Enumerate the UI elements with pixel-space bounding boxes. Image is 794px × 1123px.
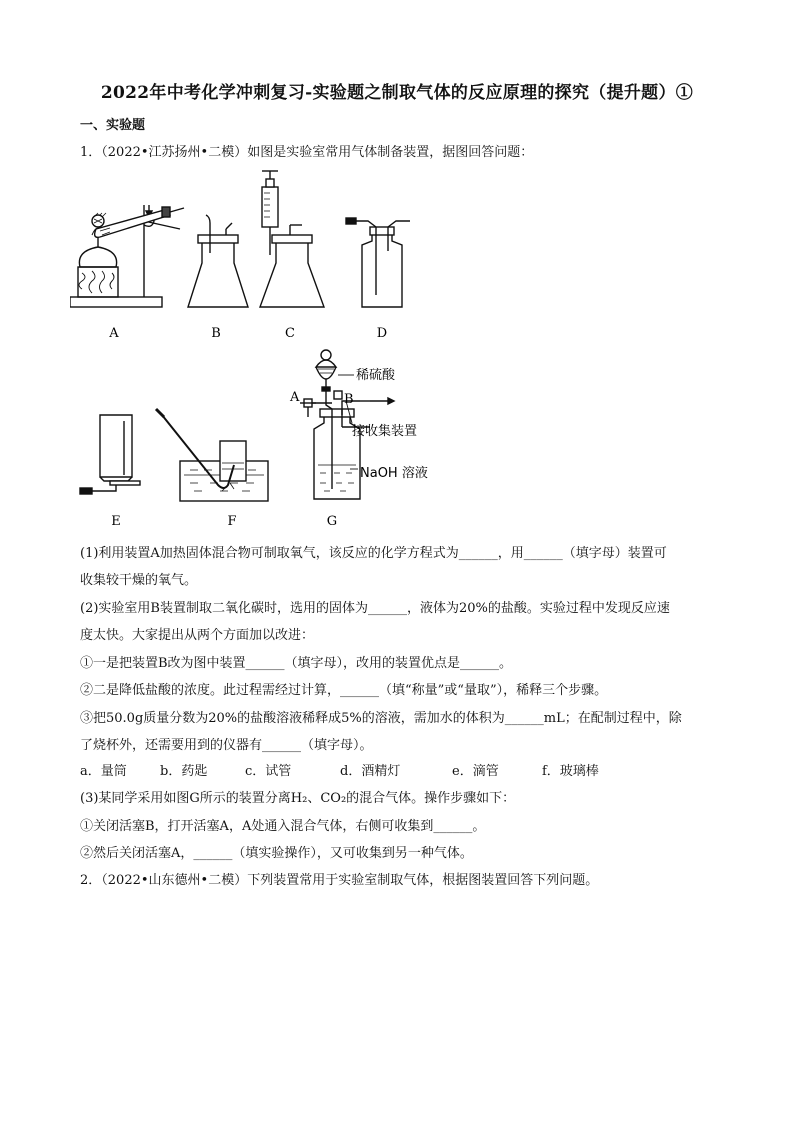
- q1-part2-item-b: ②二是降低盐酸的浓度。此过程需经过计算，______（填“称量”或“量取”），稀释三个步骤。: [80, 683, 608, 698]
- label-dilute-sulfuric-acid: 稀硫酸: [356, 368, 396, 383]
- apparatus-label-b: B: [211, 326, 221, 341]
- apparatus-d-illustration: [346, 218, 410, 307]
- label-naoh-solution: NaOH 溶液: [360, 466, 428, 481]
- label-valve-a: A: [290, 390, 300, 405]
- label-to-collector: 接收集装置: [352, 424, 418, 439]
- q1-part2-item-c-line1: ③把50.0g质量分数为20%的盐酸溶液稀释成5%的溶液，需加水的体积为______mL；在配制过程中，除: [80, 711, 682, 726]
- q1-part2-item-a: ①一是把装置B改为图中装置______（填字母），改用的装置优点是______。: [80, 656, 513, 671]
- q1-part3-item-a: ①关闭活塞B，打开活塞A，A处通入混合气体，右侧可收集到______。: [80, 819, 486, 834]
- section-heading: 一、实验题: [80, 118, 146, 133]
- choice-d: d．酒精灯: [340, 764, 401, 779]
- page-title: 2022年中考化学冲刺复习-实验题之制取气体的反应原理的探究（提升题）①: [100, 83, 694, 103]
- q1-part2-line1: (2)实验室用B装置制取二氧化碳时，选用的固体为______，液体为20%的盐酸。实验过程中发现反应速: [80, 601, 670, 616]
- apparatus-label-f: F: [227, 514, 237, 529]
- q1-part1-line1: (1)利用装置A加热固体混合物可制取氧气，该反应的化学方程式为______，用______（填字母）装置可: [80, 546, 667, 561]
- choice-f: f．玻璃棒: [542, 764, 599, 779]
- instrument-choices: [80, 760, 599, 779]
- apparatus-label-c: C: [285, 326, 295, 341]
- question-2-stem: 2．（2022•山东德州•二模）下列装置常用于实验室制取气体，根据图装置回答下列问题。: [80, 873, 599, 888]
- apparatus-c-illustration: [260, 171, 324, 307]
- apparatus-label-e: E: [111, 514, 121, 529]
- apparatus-label-g: G: [326, 514, 338, 529]
- apparatus-label-d: D: [376, 326, 388, 341]
- choice-b: b．药匙: [160, 764, 208, 779]
- choice-c: c．试管: [245, 764, 292, 779]
- apparatus-b-illustration: [188, 215, 248, 307]
- apparatus-figure: [70, 165, 490, 530]
- choice-a: a．量筒: [80, 764, 127, 779]
- label-valve-b: B: [344, 392, 354, 407]
- question-1-stem: 1．（2022•江苏扬州•二模）如图是实验室常用气体制备装置，据图回答问题：: [80, 145, 534, 160]
- apparatus-a-illustration: [70, 205, 184, 307]
- q1-part2-item-c-line2: 了烧杯外，还需要用到的仪器有______（填字母）。: [80, 738, 373, 753]
- apparatus-f-illustration: [156, 409, 268, 501]
- apparatus-e-illustration: [80, 415, 140, 494]
- apparatus-label-a: A: [109, 326, 119, 341]
- q1-part2-line2: 度太快。大家提出从两个方面加以改进：: [80, 628, 315, 643]
- q1-part3-item-b: ②然后关闭活塞A，______（填实验操作），又可收集到另一种气体。: [80, 846, 473, 861]
- q1-part1-line2: 收集较干燥的氧气。: [80, 573, 198, 588]
- q1-part3-line1: (3)某同学采用如图G所示的装置分离H₂、CO₂的混合气体。操作步骤如下：: [80, 791, 516, 806]
- choice-e: e．滴管: [452, 764, 499, 779]
